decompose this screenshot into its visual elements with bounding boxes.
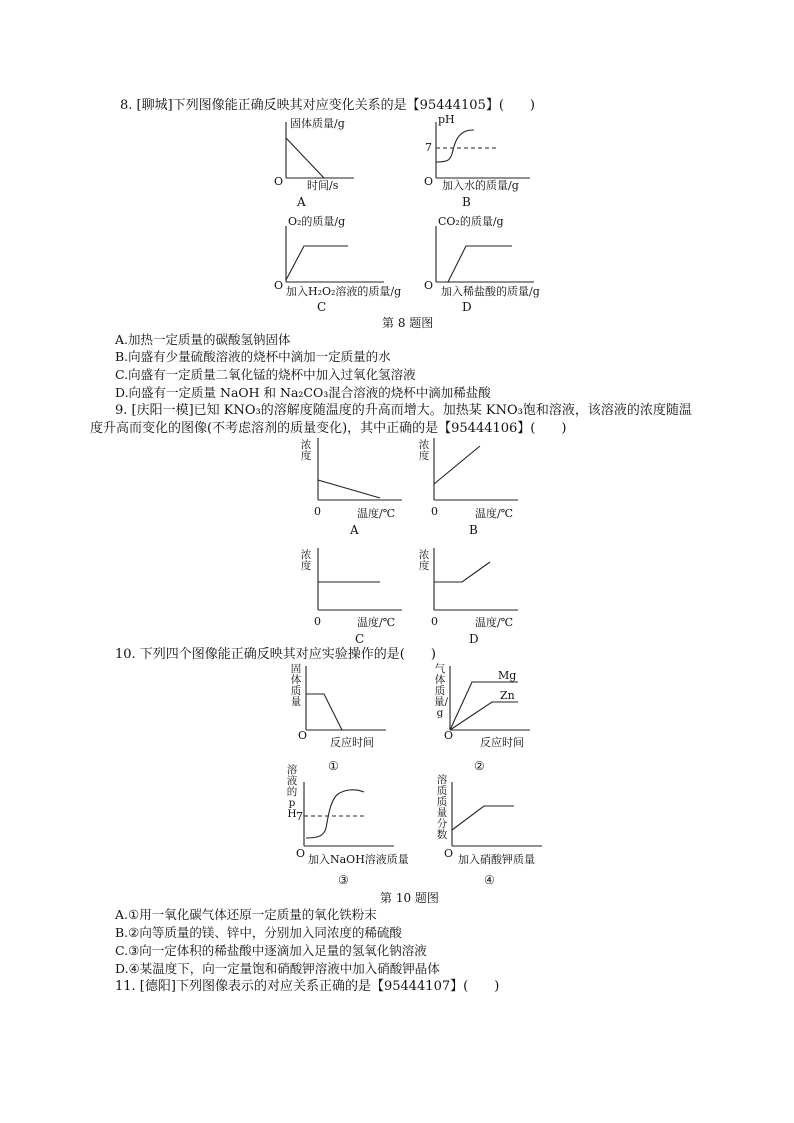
q10c3-xlabel: 加入NaOH溶液质量 [308, 853, 409, 866]
q10c4-ylabel: 溶质质量分数 [436, 774, 448, 841]
q10c2-origin: O [444, 729, 454, 742]
q9c-origin: 0 [314, 615, 321, 628]
q8-stem: 8. [聊城]下列图像能正确反映其对应变化关系的是【95444105】( ) [120, 98, 535, 113]
q10-option-d: D.④某温度下，向一定量饱和硝酸钾溶液中加入硝酸钾晶体 [115, 961, 440, 976]
q10c1-origin: O [298, 729, 308, 742]
q10c1-xlabel: 反应时间 [330, 736, 374, 749]
q8-option-d: D.向盛有一定质量 NaOH 和 Na₂CO₃混合溶液的烧杯中滴加稀盐酸 [115, 385, 491, 400]
q8-option-a: A.加热一定质量的碳酸氢钠固体 [115, 332, 291, 347]
q8a-origin: O [274, 175, 284, 188]
q9a-xlabel: 温度/℃ [357, 507, 396, 520]
q9d-xlabel: 温度/℃ [475, 616, 514, 629]
q10-chart-2 [446, 664, 536, 736]
q8b-tick: 7 [425, 141, 432, 154]
q10-chart-3 [300, 780, 400, 852]
q10c2-mg: Mg [498, 669, 517, 682]
q8d-ylabel: CO₂的质量/g [438, 215, 504, 228]
q9-chart-a [316, 436, 406, 506]
q10-option-a: A.①用一氧化碳气体还原一定质量的氧化铁粉末 [115, 907, 377, 922]
q8b-origin: O [424, 175, 434, 188]
q10c2-xlabel: 反应时间 [480, 736, 524, 749]
q9d-origin: 0 [431, 615, 438, 628]
q8b-ylabel: pH [438, 113, 455, 126]
q10c3-tick: 7 [296, 810, 303, 823]
q10c4-origin: O [444, 847, 454, 860]
q9-chart-d [432, 546, 522, 616]
q10c2-ylabel: 气体质量/g [434, 663, 449, 719]
q9b-origin: 0 [431, 505, 438, 518]
q8d-letter: D [462, 300, 472, 314]
q9c-xlabel: 温度/℃ [357, 616, 396, 629]
q8-chart-c [280, 222, 390, 288]
q8a-xlabel: 时间/s [307, 179, 339, 192]
q8a-letter: A [297, 195, 306, 209]
q10c3-ylabel: 溶液的pH [286, 764, 298, 820]
q10-stem: 10. 下列四个图像能正确反映其对应实验操作的是( ) [115, 647, 436, 662]
q8-chart-b [430, 118, 540, 184]
q8d-xlabel: 加入稀盐酸的质量/g [441, 285, 540, 298]
q9a-origin: 0 [314, 505, 321, 518]
q9-stem-line2: 度升高而变化的图像(不考虑溶剂的质量变化)，其中正确的是【95444106】( ) [90, 421, 567, 436]
q10c2-num: ② [474, 759, 485, 773]
q10-caption: 第 10 题图 [380, 891, 439, 905]
q10c3-origin: O [296, 847, 306, 860]
q9d-letter: D [469, 632, 479, 646]
q8c-letter: C [317, 300, 327, 314]
q9c-letter: C [355, 632, 365, 646]
q8-caption: 第 8 题图 [382, 316, 434, 330]
q9b-letter: B [469, 523, 478, 537]
q8c-origin: O [274, 279, 284, 292]
q8b-xlabel: 加入水的质量/g [442, 179, 519, 192]
q9-chart-b [432, 436, 522, 506]
q10c4-num: ④ [484, 873, 495, 887]
q10c3-num: ③ [338, 873, 349, 887]
q8d-origin: O [424, 279, 434, 292]
q10-chart-1 [302, 664, 392, 736]
q8b-letter: B [462, 195, 471, 209]
q9b-ylabel: 浓度 [418, 439, 430, 462]
q10-chart-4 [448, 780, 548, 852]
q10c1-ylabel: 固体质量 [290, 663, 302, 708]
q8-option-c: C.向盛有一定质量二氧化锰的烧杯中加入过氧化氢溶液 [115, 367, 416, 382]
q10-option-c: C.③向一定体积的稀盐酸中逐滴加入足量的氢氧化钠溶液 [115, 943, 427, 958]
q9a-letter: A [350, 523, 359, 537]
q8c-ylabel: O₂的质量/g [288, 215, 346, 228]
q10c4-xlabel: 加入硝酸钾质量 [458, 853, 535, 866]
q9c-ylabel: 浓度 [300, 549, 312, 572]
q8-chart-d [430, 222, 540, 288]
q8c-xlabel: 加入H₂O₂溶液的质量/g [286, 285, 402, 298]
q8a-ylabel: 固体质量/g [290, 117, 345, 130]
q10c2-zn: Zn [500, 689, 515, 702]
q9a-ylabel: 浓度 [300, 439, 312, 462]
q11-stem: 11. [德阳]下列图像表示的对应关系正确的是【95444107】( ) [115, 979, 500, 994]
q10-option-b: B.②向等质量的镁、锌中，分别加入同浓度的稀硫酸 [115, 925, 402, 940]
q10c1-num: ① [328, 759, 339, 773]
q9-stem-line1: 9. [庆阳一模]已知 KNO₃的溶解度随温度的升高而增大。加热某 KNO₃饱和溶液，该溶液的浓度随温 [115, 403, 692, 418]
q9-chart-c [316, 546, 406, 616]
q8-option-b: B.向盛有少量硫酸溶液的烧杯中滴加一定质量的水 [115, 349, 391, 364]
q9d-ylabel: 浓度 [418, 549, 430, 572]
q9b-xlabel: 温度/℃ [475, 507, 514, 520]
